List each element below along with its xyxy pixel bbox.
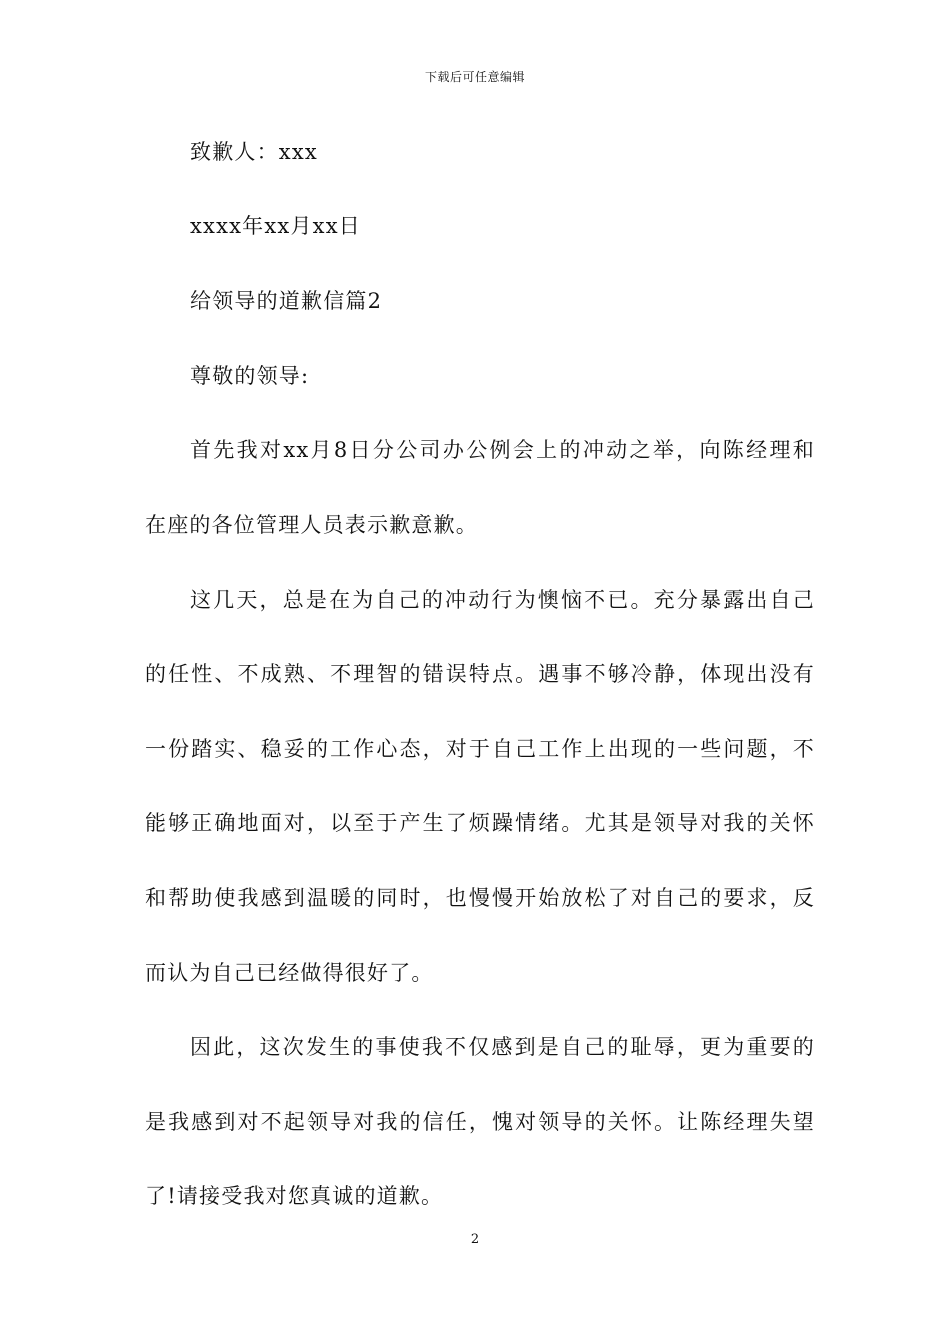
page-header: 下载后可任意编辑	[424, 70, 525, 84]
salutation: 尊敬的领导:	[190, 364, 310, 388]
letter-title: 给领导的道歉信篇2	[190, 289, 383, 313]
paragraph-line: 是我感到对不起领导对我的信任，愧对领导的关怀。让陈经理失望	[145, 1110, 815, 1134]
paragraph-line: 能够正确地面对，以至于产生了烦躁情绪。尤其是领导对我的关怀	[145, 811, 815, 835]
paragraph-line: 而认为自己已经做得很好了。	[145, 961, 434, 985]
paragraph-line: 因此，这次发生的事使我不仅感到是自己的耻辱，更为重要的	[190, 1035, 815, 1059]
paragraph-line: 在座的各位管理人员表示歉意歉。	[145, 513, 478, 537]
paragraph-line: 一份踏实、稳妥的工作心态，对于自己工作上出现的一些问题，不	[145, 737, 815, 761]
signature-line: 致歉人：xxx	[190, 140, 318, 164]
paragraph-line: 这几天，总是在为自己的冲动行为懊恼不已。充分暴露出自己	[190, 588, 815, 612]
paragraph-line: 首先我对xx月8日分公司办公例会上的冲动之举，向陈经理和	[190, 438, 815, 462]
paragraph-line: 和帮助使我感到温暖的同时，也慢慢开始放松了对自己的要求，反	[145, 886, 815, 910]
page-number: 2	[470, 1232, 480, 1247]
paragraph-line: 了!请接受我对您真诚的道歉。	[145, 1184, 444, 1208]
date-line: xxxx年xx月xx日	[190, 214, 361, 238]
paragraph-line: 的任性、不成熟、不理智的错误特点。遇事不够冷静，体现出没有	[145, 662, 815, 686]
